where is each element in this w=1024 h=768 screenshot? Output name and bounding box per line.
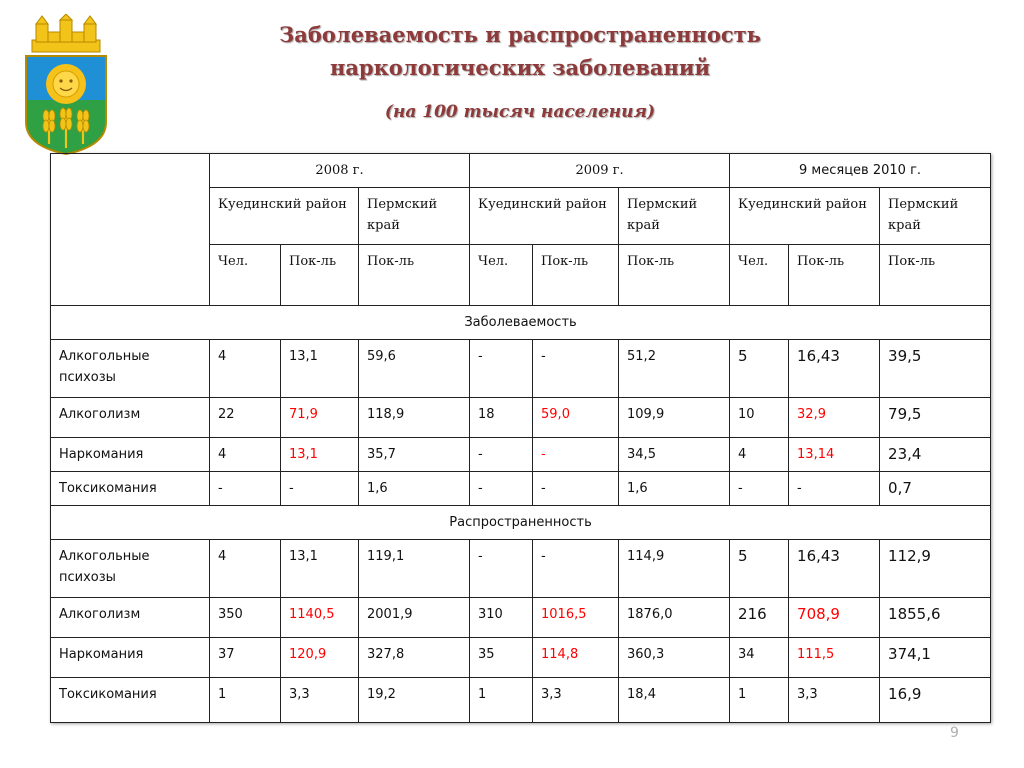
- table-cell: 374,1: [880, 638, 991, 678]
- table-cell: 16,43: [789, 340, 880, 398]
- table-cell: -: [533, 540, 619, 598]
- page-subtitle: (на 100 тысяч населения): [384, 102, 656, 122]
- region-header: Пермский край: [359, 188, 470, 245]
- table-cell: 13,14: [789, 438, 880, 472]
- row-label: Алкоголизм: [51, 598, 210, 638]
- table-cell: 3,3: [533, 678, 619, 723]
- row-label: Алкогольные психозы: [51, 540, 210, 598]
- table-cell: 18,4: [619, 678, 730, 723]
- table-cell: 22: [210, 398, 281, 438]
- table-cell: -: [470, 540, 533, 598]
- table-cell: 37: [210, 638, 281, 678]
- table-row: [51, 472, 991, 506]
- row-label: Наркомания: [51, 438, 210, 472]
- table-cell: 114,8: [533, 638, 619, 678]
- wheat-icon: [43, 108, 89, 148]
- table-cell: 1,6: [359, 472, 470, 506]
- table-cell: 1,6: [619, 472, 730, 506]
- metric-header: Пок-ль: [619, 245, 730, 306]
- table-cell: 119,1: [359, 540, 470, 598]
- table-row: [51, 398, 991, 438]
- table-row: [51, 540, 991, 598]
- page-title-line-1: Заболеваемость и распространенность: [279, 22, 761, 47]
- table-cell: 32,9: [789, 398, 880, 438]
- table-cell: 4: [210, 438, 281, 472]
- table-cell: 708,9: [789, 598, 880, 638]
- table-cell: 360,3: [619, 638, 730, 678]
- table-cell: 1855,6: [880, 598, 991, 638]
- section-row-prevalence: [51, 506, 991, 540]
- table-cell: -: [533, 340, 619, 398]
- table-cell: 5: [730, 340, 789, 398]
- table-cell: 16,9: [880, 678, 991, 723]
- table-cell: 5: [730, 540, 789, 598]
- coat-of-arms-logo: [24, 14, 108, 156]
- table-cell: 1140,5: [281, 598, 359, 638]
- table-cell: 4: [210, 540, 281, 598]
- table-cell: 10: [730, 398, 789, 438]
- table-cell: 1: [210, 678, 281, 723]
- section-row-incidence: [51, 306, 991, 340]
- table-cell: 109,9: [619, 398, 730, 438]
- table-cell: 0,7: [880, 472, 991, 506]
- page-title-line-2: наркологических заболеваний: [329, 55, 711, 80]
- metric-header: Пок-ль: [281, 245, 359, 306]
- table-cell: 3,3: [789, 678, 880, 723]
- table-cell: -: [533, 472, 619, 506]
- table-cell: 327,8: [359, 638, 470, 678]
- table-cell: 34,5: [619, 438, 730, 472]
- metric-header: Пок-ль: [359, 245, 470, 306]
- table-cell: 3,3: [281, 678, 359, 723]
- metric-header: Пок-ль: [789, 245, 880, 306]
- row-label: Наркомания: [51, 638, 210, 678]
- year-header-2008: 2008 г.: [210, 154, 470, 188]
- row-label: Алкогольные психозы: [51, 340, 210, 398]
- table-cell: 350: [210, 598, 281, 638]
- title-block: [210, 18, 830, 122]
- table-cell: 1: [470, 678, 533, 723]
- table-cell: 35,7: [359, 438, 470, 472]
- table-cell: 71,9: [281, 398, 359, 438]
- table-cell: 39,5: [880, 340, 991, 398]
- metric-header: Пок-ль: [533, 245, 619, 306]
- table-cell: 16,43: [789, 540, 880, 598]
- table-corner-cell: [51, 154, 210, 306]
- table-cell: -: [281, 472, 359, 506]
- table-cell: -: [789, 472, 880, 506]
- table-cell: 51,2: [619, 340, 730, 398]
- statistics-table: [50, 153, 991, 723]
- metric-header: Чел.: [730, 245, 789, 306]
- table-cell: 34: [730, 638, 789, 678]
- region-header: Пермский край: [880, 188, 991, 245]
- table-cell: 19,2: [359, 678, 470, 723]
- table-row: [51, 340, 991, 398]
- table-cell: -: [470, 472, 533, 506]
- year-header-2010: 9 месяцев 2010 г.: [730, 154, 991, 188]
- table-cell: 13,1: [281, 438, 359, 472]
- table-cell: 13,1: [281, 540, 359, 598]
- table-cell: 4: [210, 340, 281, 398]
- table-cell: 79,5: [880, 398, 991, 438]
- crown-icon: [32, 14, 100, 52]
- table-cell: 1016,5: [533, 598, 619, 638]
- table-cell: -: [470, 438, 533, 472]
- table-cell: -: [210, 472, 281, 506]
- row-label: Токсикомания: [51, 678, 210, 723]
- metric-header: Чел.: [210, 245, 281, 306]
- table-cell: 114,9: [619, 540, 730, 598]
- table-cell: 1: [730, 678, 789, 723]
- year-header-2009: 2009 г.: [470, 154, 730, 188]
- table-cell: 111,5: [789, 638, 880, 678]
- table-cell: 216: [730, 598, 789, 638]
- table-cell: 2001,9: [359, 598, 470, 638]
- table-row-years: [51, 154, 991, 188]
- row-label: Токсикомания: [51, 472, 210, 506]
- region-header: Куединский район: [730, 188, 880, 245]
- table-row: [51, 678, 991, 723]
- row-label: Алкоголизм: [51, 398, 210, 438]
- table-cell: 120,9: [281, 638, 359, 678]
- region-header: Куединский район: [210, 188, 359, 245]
- page-number: 9: [950, 725, 959, 741]
- table-cell: 59,6: [359, 340, 470, 398]
- table-cell: 35: [470, 638, 533, 678]
- table-row: [51, 598, 991, 638]
- table-cell: 13,1: [281, 340, 359, 398]
- table-cell: 18: [470, 398, 533, 438]
- table-cell: 118,9: [359, 398, 470, 438]
- table-cell: 112,9: [880, 540, 991, 598]
- table-cell: -: [470, 340, 533, 398]
- region-header: Куединский район: [470, 188, 619, 245]
- table-row: [51, 638, 991, 678]
- table-cell: -: [533, 438, 619, 472]
- sun-icon: [46, 64, 86, 104]
- table-row: [51, 438, 991, 472]
- table-cell: 23,4: [880, 438, 991, 472]
- table-cell: 1876,0: [619, 598, 730, 638]
- section-title: Заболеваемость: [51, 306, 991, 340]
- table-cell: -: [730, 472, 789, 506]
- table-cell: 310: [470, 598, 533, 638]
- table-cell: 4: [730, 438, 789, 472]
- metric-header: Чел.: [470, 245, 533, 306]
- section-title: Распространенность: [51, 506, 991, 540]
- table-cell: 59,0: [533, 398, 619, 438]
- region-header: Пермский край: [619, 188, 730, 245]
- metric-header: Пок-ль: [880, 245, 991, 306]
